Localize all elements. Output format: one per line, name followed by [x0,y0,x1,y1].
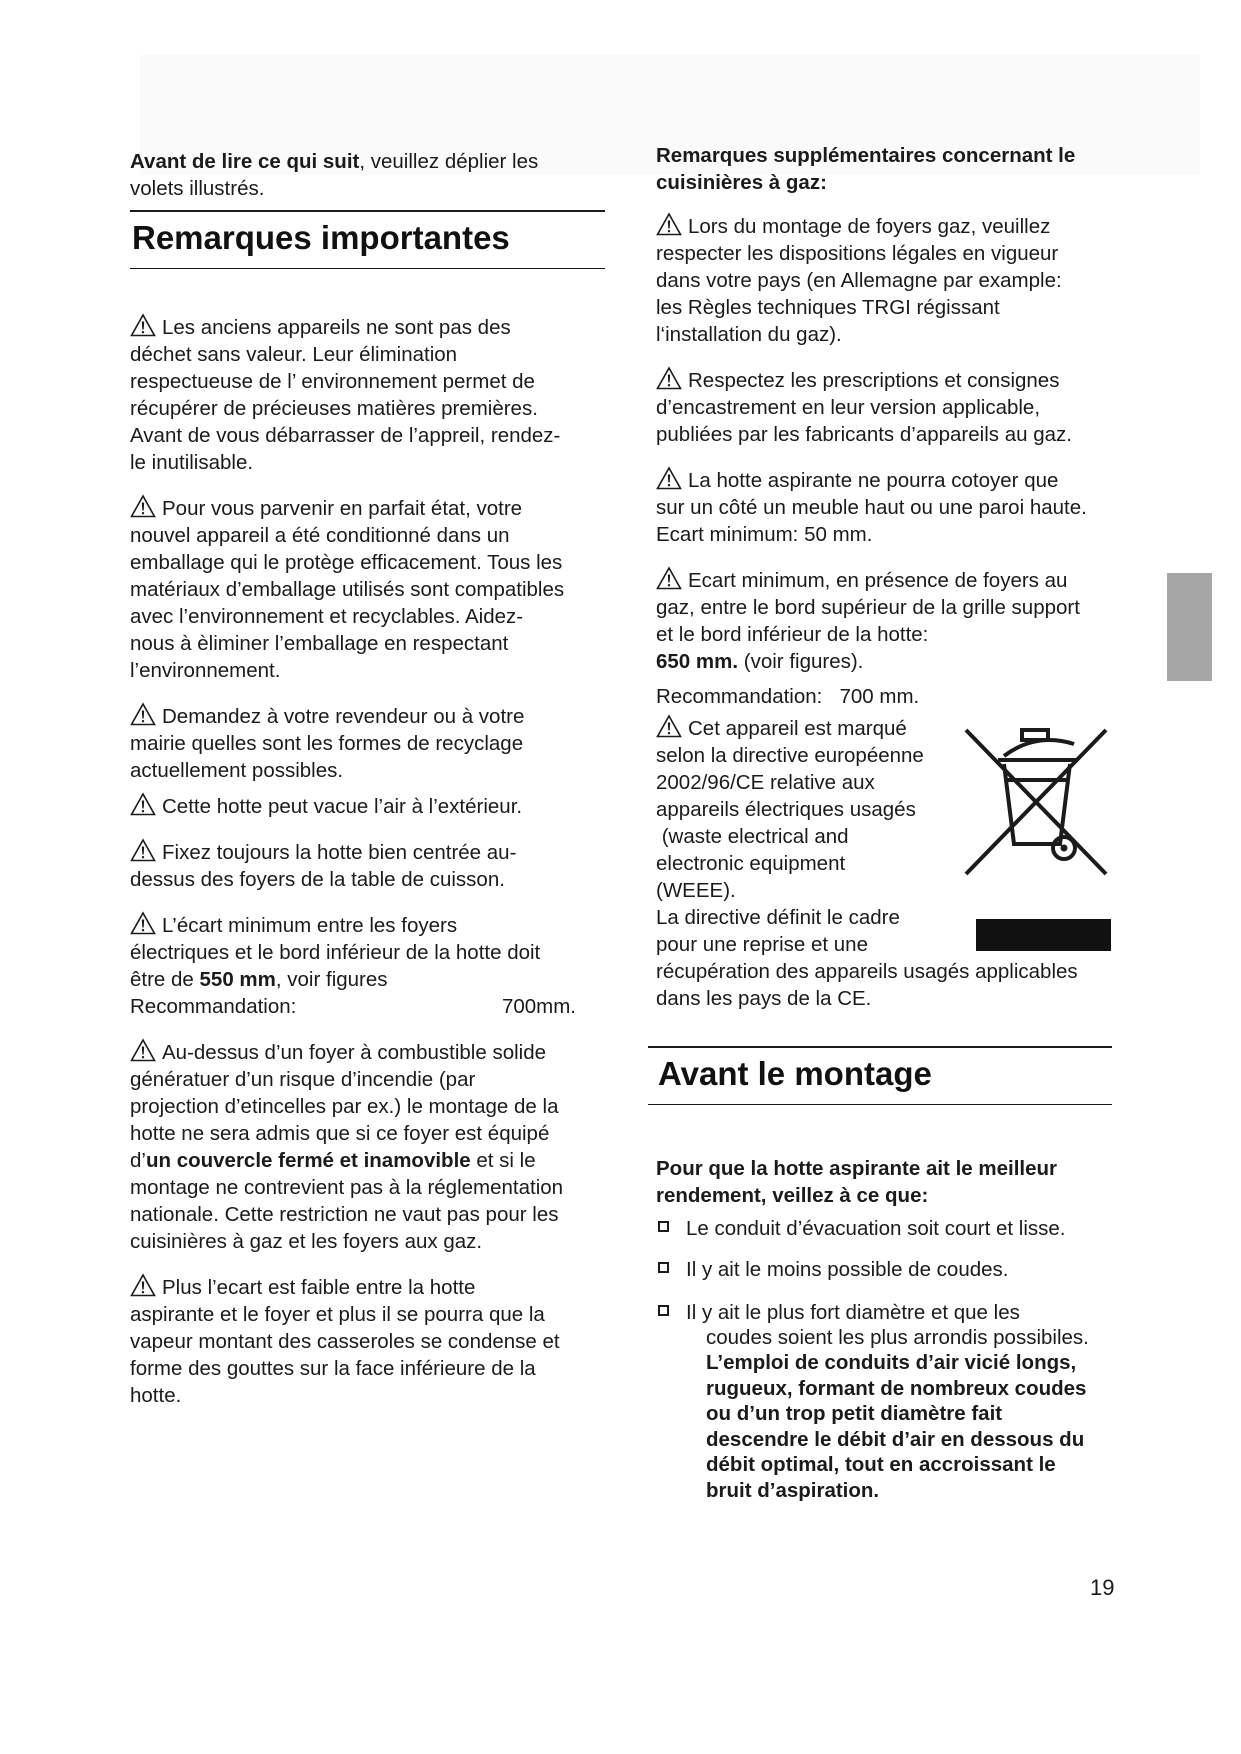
weee-paragraph: Cet appareil est marqué selon la directive européenne 2002/96/CE relative aux appareils électriques usagés (waste electrical and electronic equipment (WEEE). La directive définit le cadre pour une reprise et une récupération des appareils usagés applicables dans les pays de la CE. [656,714,1136,1012]
list-item: Il y ait le moins possible de coudes. [656,1256,1136,1283]
warning-paragraph: Plus l’ecart est faible entre la hotte aspirante et le foyer et plus il se pourra que la vapeur montant des casseroles se condense et forme des gouttes sur la face inférieure de la hotte. [130,1273,605,1409]
intro-text: Avant de lire ce qui suit, veuillez déplier les volets illustrés. [130,150,539,200]
warning-paragraph: L’écart minimum entre les foyers électriques et le bord inférieur de la hotte doit être de 550 mm, voir figures [130,911,605,993]
warning-triangle-icon [130,911,156,935]
warning-triangle-icon [656,366,682,390]
warning-triangle-icon [130,838,156,862]
warning-triangle-icon [130,1038,156,1062]
section-heading-before-installation: Avant le montage [658,1055,932,1092]
weee-black-bar [976,919,1111,951]
warning-triangle-icon [130,702,156,726]
recommendation-row: Recommandation: 700mm. [130,995,576,1018]
chapter-tab [1167,573,1212,681]
warning-paragraph: Au-dessus d’un foyer à combustible solide génératuer d’un risque d’incendie (par projection d’etincelles par ex.) le montage de la hotte ne sera admis que si ce foyer est équipé d’un couvercle fermé et inamovible et si le montage ne contrevient pas à la réglementation nationale. Cette restriction ne vaut pas pour les cuisinières à gaz et les foyers aux gaz. [130,1038,605,1255]
checklist [656,1215,1136,1503]
warning-triangle-icon [130,1273,156,1297]
checkbox-square-icon [658,1305,669,1316]
warning-paragraph: Les anciens appareils ne sont pas des déchet sans valeur. Leur élimination respectueuse de l’ environnement permet de récupérer de précieuses matières premières. Avant de vous débarrasser de l’appreil, rendez- le inutilisable. [130,313,605,476]
warning-triangle-icon [656,212,682,236]
gas-notes-heading: Remarques supplémentaires concernant le cuisinières à gaz: [656,144,1076,194]
warning-paragraph: Fixez toujours la hotte bien centrée au- dessus des foyers de la table de cuisson. [130,838,605,893]
warning-paragraph: Lors du montage de foyers gaz, veuillez respecter les dispositions légales en vigueur dans votre pays (en Allemagne par example: les Règles techniques TRGI régissant l‘installation du gaz). [656,212,1136,348]
warning-paragraph: Demandez à votre revendeur ou à votre mairie quelles sont les formes de recyclage actuellement possibles. [130,702,605,784]
crossed-out-bin-icon [956,714,1116,884]
left-column [130,148,605,1427]
section-heading-important: Remarques importantes [132,219,510,256]
warning-triangle-icon [656,714,682,738]
checkbox-square-icon [658,1262,669,1273]
warning-triangle-icon [130,494,156,518]
warning-triangle-icon [656,566,682,590]
warning-paragraph: Cette hotte peut vacue l’air à l’extérieur. [130,792,605,820]
checkbox-square-icon [658,1221,669,1232]
warning-paragraph: Pour vous parvenir en parfait état, votre nouvel appareil a été conditionné dans un emballage qui le protège efficacement. Tous les matériaux d’emballage utilisés sont compatibles avec l’environnement et recyclables. Aidez- nous à èliminer l’emballage en respectant l’environnement. [130,494,605,684]
weee-block [656,714,1136,1012]
warning-paragraph: Respectez les prescriptions et consignes d’encastrement en leur version applicable, publiées par les fabricants d’appareils au gaz. [656,366,1136,448]
warning-paragraph: Ecart minimum, en présence de foyers au gaz, entre le bord supérieur de la grille support et le bord inférieur de la hotte: 650 mm. (voir figures). [656,566,1136,675]
weee-figure [956,714,1116,954]
warning-triangle-icon [656,466,682,490]
list-item: Le conduit d’évacuation soit court et lisse. [656,1215,1136,1242]
list-item: Il y ait le plus fort diamètre et que les coudes soient les plus arrondis possibiles. L’emploi de conduits d’air vicié longs, rugueux, formant de nombreux coudes ou d’un trop petit diamètre fait descendre le débit d’air en dessous du débit optimal, tout en accroissant le bruit d’aspiration. [656,1299,1136,1503]
warning-triangle-icon [130,313,156,337]
warning-paragraph: La hotte aspirante ne pourra cotoyer que sur un côté un meuble haut ou une paroi haute. Ecart minimum: 50 mm. [656,466,1136,548]
recommendation-row: Recommandation: 700 mm. [656,685,920,708]
page-number: 19 [1090,1575,1115,1600]
performance-intro: Pour que la hotte aspirante ait le meilleur rendement, veillez à ce que: [656,1157,1057,1207]
right-column [656,142,1136,1517]
warning-triangle-icon [130,792,156,816]
